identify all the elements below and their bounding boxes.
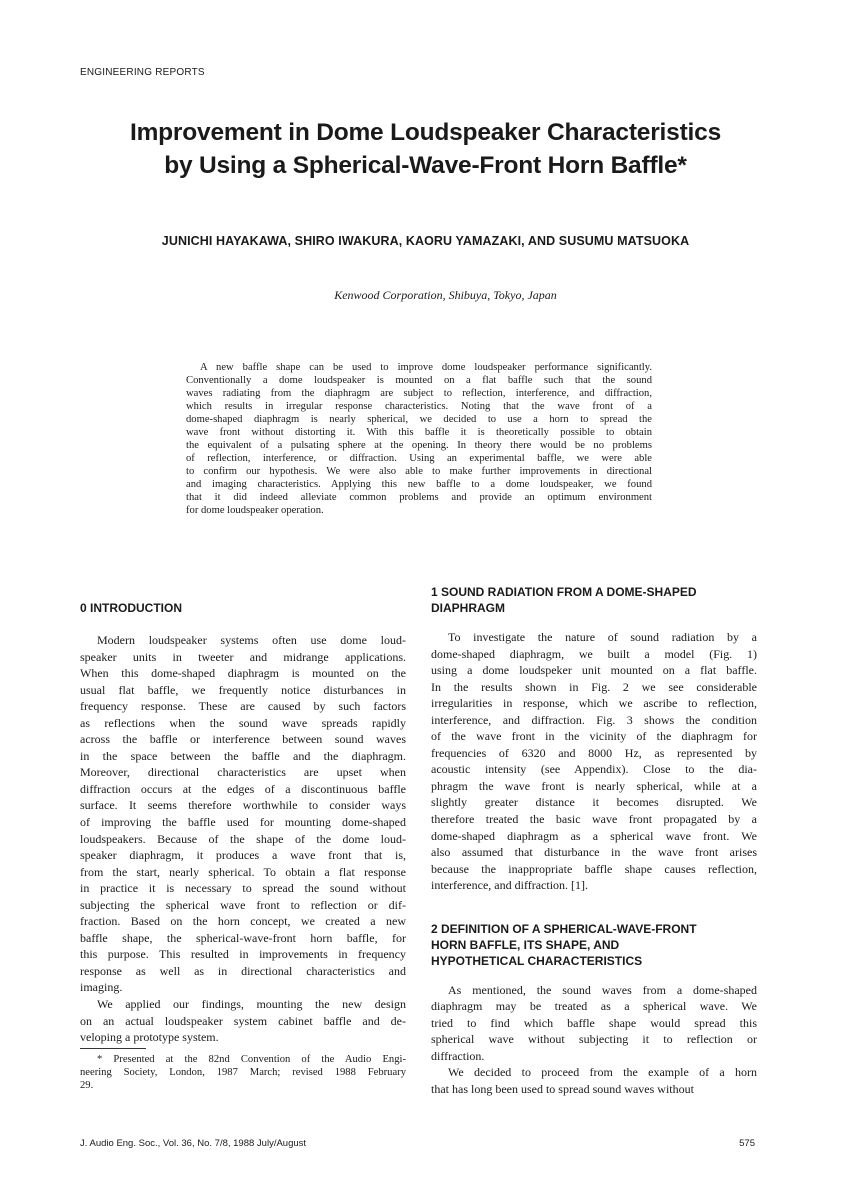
text-line: interference, and diffraction. Fig. 3 shows the condition <box>431 712 757 727</box>
abstract-line: the equivalent of a pulsating sphere at the opening. In theory there would be no problems <box>186 440 652 451</box>
text-line: using a dome loudspeker unit mounted on a flat baffle. <box>431 663 757 678</box>
heading-line: 1 SOUND RADIATION FROM A DOME-SHAPED <box>431 585 697 599</box>
text-line: In the results shown in Fig. 2 we see considerable <box>431 679 757 694</box>
section-heading-sound-radiation <box>431 584 757 616</box>
abstract-line: for dome loudspeaker operation. <box>186 505 324 516</box>
footnote <box>80 1053 406 1092</box>
text-line: because the inappropriate baffle shape causes reflection, <box>431 861 757 876</box>
text-line: phragm the wave front is nearly spherical, while at a <box>431 778 757 793</box>
text-line: We decided to proceed from the example of a horn <box>448 1065 757 1080</box>
text-line: dome-shaped diaphragm as a spherical wave front. We <box>431 828 757 843</box>
footnote-line: 29. <box>80 1080 94 1091</box>
text-line: from the start, nearly spherical. To obtain a flat response <box>80 864 406 879</box>
heading-line: 0 INTRODUCTION <box>80 601 182 615</box>
text-line: in the space between the baffle and the diaphragm. <box>80 748 406 763</box>
footnote-rule <box>80 1048 146 1049</box>
journal-citation: J. Audio Eng. Soc., Vol. 36, No. 7/8, 1988 July/August <box>80 1138 307 1149</box>
text-line: subjecting the spherical wave front to reflection or dif- <box>80 897 406 912</box>
title-line: by Using a Spherical-Wave-Front Horn Baffle* <box>164 152 687 179</box>
heading-line: DIAPHRAGM <box>431 601 505 615</box>
text-line: frequencies of 6320 and 8000 Hz, as represented by <box>431 745 757 760</box>
text-line: response as well as in directional characteristics and <box>80 963 406 978</box>
text-line: therefore treated the basic wave front propagated by a <box>431 812 757 827</box>
abstract-line: and imaging characteristics. Applying this new baffle to a dome loudspeaker, we found <box>186 479 652 490</box>
text-line: diffraction occurs at the edges of a discontinuous baffle <box>80 781 406 796</box>
abstract-line: dome-shaped diaphragm is nearly spherical, we decided to use a horn to spread the <box>186 414 652 425</box>
text-line: Modern loudspeaker systems often use dome loud- <box>97 633 406 647</box>
author-list: JUNICHI HAYAKAWA, SHIRO IWAKURA, KAORU YAMAZAKI, AND SUSUMU MATSUOKA <box>161 234 690 248</box>
text-line: spherical wave without subjecting it to reflection or <box>431 1032 757 1047</box>
text-line: baffle shape, the spherical-wave-front horn baffle, for <box>80 930 406 945</box>
right-column <box>431 584 757 1098</box>
footnote-line: neering Society, London, 1987 March; revised 1988 February <box>80 1067 406 1078</box>
text-line: surface. It seems therefore worthwhile to consider ways <box>80 798 406 813</box>
text-line: across the baffle or interference between sound waves <box>80 732 406 747</box>
text-line: that has long been used to spread sound waves without <box>431 1082 694 1097</box>
abstract <box>186 361 652 517</box>
section-heading-definition <box>431 921 757 969</box>
text-line: speaker diaphragm, it produces a wave front that is, <box>80 848 406 863</box>
page-number: 575 <box>739 1138 755 1149</box>
text-line: irregularities in response, which we ascribe to reflection, <box>431 696 757 711</box>
text-line: as reflections when the sound wave spreads rapidly <box>80 715 406 730</box>
heading-line: HORN BAFFLE, ITS SHAPE, AND <box>431 937 620 952</box>
text-line: diffraction. <box>431 1048 485 1063</box>
title-line: Improvement in Dome Loudspeaker Characteristics <box>129 119 722 146</box>
text-line: When this dome-shaped diaphragm is mounted on the <box>80 666 406 681</box>
paragraph <box>431 982 757 1065</box>
text-line: As mentioned, the sound waves from a dome-shaped <box>448 982 757 997</box>
paragraph <box>431 629 757 894</box>
abstract-line: Conventionally a dome loudspeaker is mounted on a flat baffle such that the sound <box>186 375 652 386</box>
text-line: on an actual loudspeaker system cabinet baffle and de- <box>80 1013 406 1028</box>
text-line: this purpose. This resulted in improvements in frequency <box>80 947 406 962</box>
article-title <box>60 116 791 182</box>
text-line: We applied our findings, mounting the new design <box>97 997 406 1012</box>
text-line: frequency response. These are caused by such factors <box>80 699 406 714</box>
section-body-definition <box>431 982 757 1098</box>
section-heading-introduction <box>80 600 406 616</box>
abstract-line: to confirm our hypothesis. We were also able to make further improvements in directional <box>186 466 652 477</box>
text-line: loudspeakers. Because of the shape of the dome loud- <box>80 831 406 846</box>
text-line: speaker units in tweeter and midrange applications. <box>80 649 406 664</box>
footnote-line: * Presented at the 82nd Convention of the Audio Engi- <box>97 1054 406 1065</box>
abstract-line: waves radiating from the diaphragm are subject to reflection, interference, and diffraction, <box>186 388 652 399</box>
abstract-line: that it did indeed alleviate common problems and provide an optimum environment <box>186 492 652 503</box>
running-header: ENGINEERING REPORTS <box>80 67 205 78</box>
text-line: of the wave front in the vicinity of the diaphragm for <box>431 729 757 744</box>
paragraph <box>431 1064 757 1097</box>
affiliation: Kenwood Corporation, Shibuya, Tokyo, Japan <box>334 288 557 302</box>
abstract-line: of reflection, interference, or diffraction. Using an experimental baffle, we were able <box>186 453 652 464</box>
section-body-sound-radiation <box>431 629 757 894</box>
abstract-line: which results in irregular response characteristics. Noting that the wave front of a <box>186 401 652 412</box>
text-line: in practice it is necessary to spread the sound without <box>80 881 406 896</box>
left-column <box>80 600 406 1046</box>
text-line: interference, and diffraction. [1]. <box>431 878 589 893</box>
text-line: acoustic intensity (see Appendix). Close to the dia- <box>431 762 757 777</box>
text-line: diaphragm may be treated as a spherical wave. We <box>431 999 757 1014</box>
text-line: dome-shaped diaphragm, we built a model (Fig. 1) <box>431 646 757 661</box>
section-body-introduction <box>80 632 406 1046</box>
text-line: fraction. Based on the horn concept, we created a new <box>80 914 406 929</box>
text-line: usual flat baffle, we frequently notice disturbances in <box>80 682 406 697</box>
text-line: slightly greater distance it becomes disrupted. We <box>431 795 757 810</box>
text-line: veloping a prototype system. <box>80 1030 219 1045</box>
heading-line: HYPOTHETICAL CHARACTERISTICS <box>431 953 643 968</box>
text-line: Moreover, directional characteristics are upset when <box>80 765 406 780</box>
paragraph <box>80 996 406 1046</box>
text-line: tried to find which baffle shape would spread this <box>431 1015 757 1030</box>
text-line: of improving the baffle used for mounting dome-shaped <box>80 815 406 830</box>
abstract-line: wave front without distorting it. With this baffle it is theoretically possible to obtain <box>186 427 652 438</box>
heading-line: 2 DEFINITION OF A SPHERICAL-WAVE-FRONT <box>431 921 697 936</box>
paragraph <box>80 632 406 996</box>
text-line: To investigate the nature of sound radiation by a <box>448 630 757 644</box>
text-line: imaging. <box>80 980 123 995</box>
text-line: also assumed that disturbance in the wave front arises <box>431 845 757 860</box>
abstract-line: A new baffle shape can be used to improve dome loudspeaker performance significantly. <box>200 362 652 373</box>
